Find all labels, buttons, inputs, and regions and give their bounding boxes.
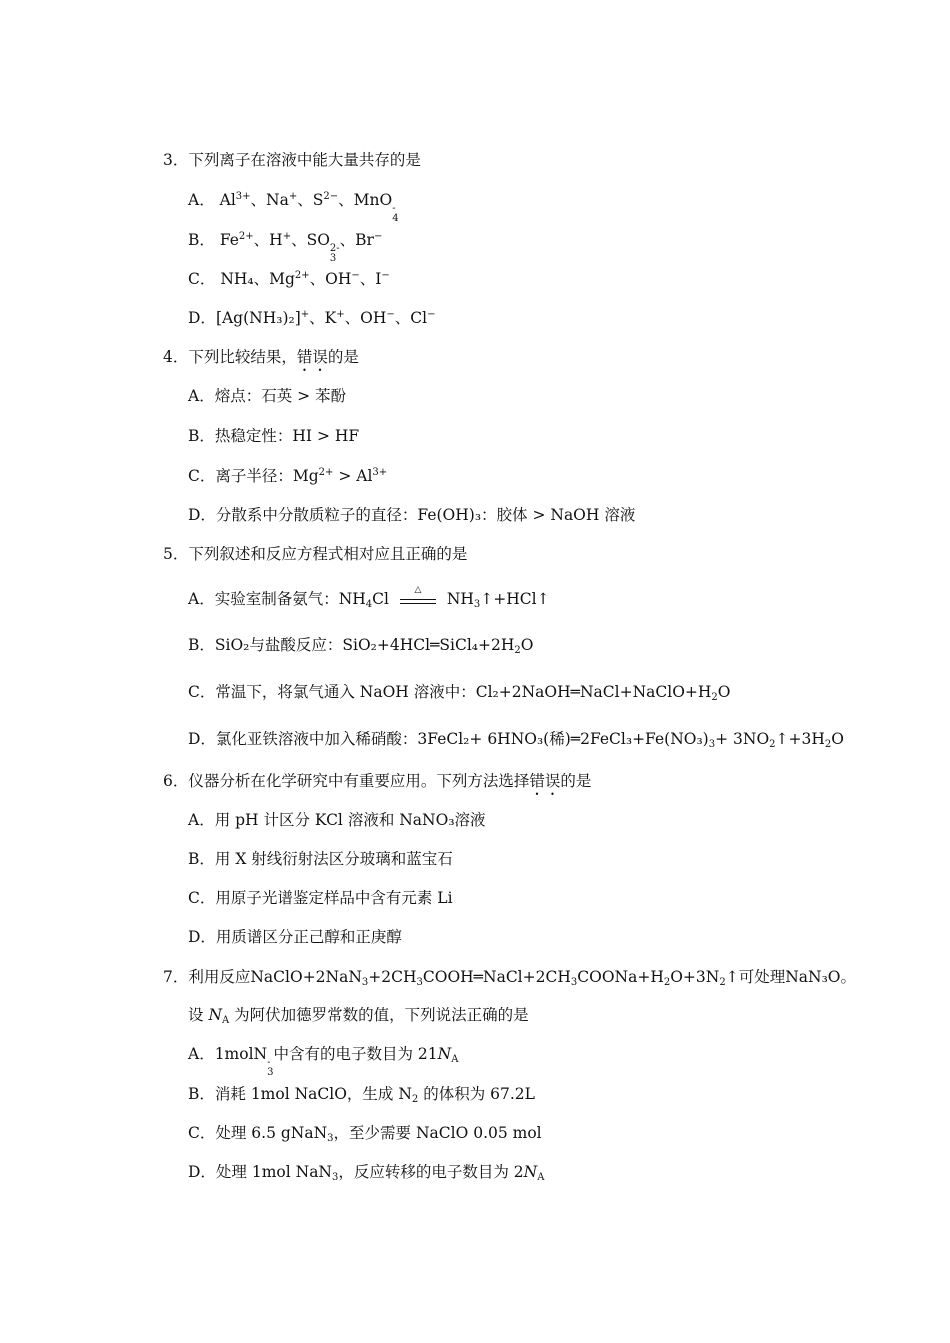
question-6-option-a: A．用 pH 计区分 KCl 溶液和 NaNO₃溶液: [188, 811, 486, 829]
option-text: [Ag(NH₃)₂]+、K+、OH−、Cl−: [215, 309, 436, 327]
question-4-option-a: A．熔点：石英 > 苯酚: [188, 387, 347, 405]
question-7-stem-continued: 设 $N_A$ 为阿伏加德罗常数的值，下列说法正确的是: [188, 1006, 529, 1026]
question-3-option-c: [188, 268, 390, 290]
question-5-option-c: C．常温下，将氯气通入 NaOH 溶液中：$Cl_2+2NaOH═NaCl+NaClO+H_2O$: [188, 683, 731, 703]
question-7-stem: 7．利用反应$NaClO+2NaN_3+2CH_3COOH═NaCl+2CH_3COONa+H_2O+3N_2↑$可处理NaN₃O。: [163, 968, 856, 988]
question-6-option-c: C．用原子光谱鉴定样品中含有元素 Li: [188, 889, 453, 907]
question-4-option-d: D．分散系中分散质粒子的直径：Fe(OH)₃：胶体 > NaOH 溶液: [188, 506, 636, 524]
option-text: $Al^{3+}$、Na+、$S^{2-}$、MnO - 4: [219, 191, 399, 224]
question-5-option-a: A．实验室制备氨气：$NH_4Cl$ △ $NH_3↑+HCl↑$: [188, 585, 550, 610]
question-3-stem: 3．下列离子在溶液中能大量共存的是: [163, 151, 421, 169]
emphasis-mark: 错误: [296, 348, 328, 366]
question-4-stem: 4．下列比较结果，错误的是: [163, 348, 359, 366]
question-5-stem: 5．下列叙述和反应方程式相对应且正确的是: [163, 545, 468, 563]
question-3-option-d: [188, 307, 435, 329]
question-7-option-d: D．处理 1mol NaN$_3$，反应转移的电子数目为 $2N_A$: [188, 1163, 545, 1183]
question-7-option-b: B．消耗 1mol NaClO，生成 $N_2$ 的体积为 67.2L: [188, 1085, 535, 1105]
option-text: NH₄、$Mg^{2+}$、OH−、I−: [220, 270, 390, 288]
question-3-option-b: [188, 229, 382, 264]
question-5-option-d: D．氯化亚铁溶液中加入稀硝酸：3FeCl₂+ 6HNO₃(稀)$═2FeCl_3+Fe(NO_3)_3+$ $3NO_2↑+3H_2O$: [188, 730, 844, 750]
question-5-option-b: B．SiO₂与盐酸反应：$SiO_2+4HCl═SiCl_4+2H_2O$: [188, 636, 534, 656]
question-7-option-a: A．1molN - 3 中含有的电子数目为 $21N_A$: [188, 1045, 459, 1078]
option-label: C．: [188, 270, 216, 288]
question-6-stem: 6．仪器分析在化学研究中有重要应用。下列方法选择错误的是: [163, 772, 592, 790]
question-4-option-b: B．热稳定性：HI > HF: [188, 427, 360, 445]
option-text: $Fe^{2+}$、H+、SO 2- 3 、Br−: [219, 231, 383, 264]
option-label: B．: [188, 231, 215, 249]
question-6-option-d: D．用质谱区分正己醇和正庚醇: [188, 928, 402, 946]
question-7-option-c: C．处理 6.5 gNaN$_3$，至少需要 NaClO 0.05 mol: [188, 1124, 542, 1144]
question-6-option-b: B．用 X 射线衍射法区分玻璃和蓝宝石: [188, 850, 453, 868]
option-label: A．: [188, 191, 215, 209]
heat-condition-equals-sign: △: [396, 588, 440, 610]
question-4-option-c: C．离子半径：$Mg^{2+} > Al^{3+}$: [188, 467, 388, 485]
question-3-option-a: [188, 189, 399, 224]
emphasis-mark: 错误: [529, 772, 561, 790]
option-label: D．: [188, 309, 216, 327]
